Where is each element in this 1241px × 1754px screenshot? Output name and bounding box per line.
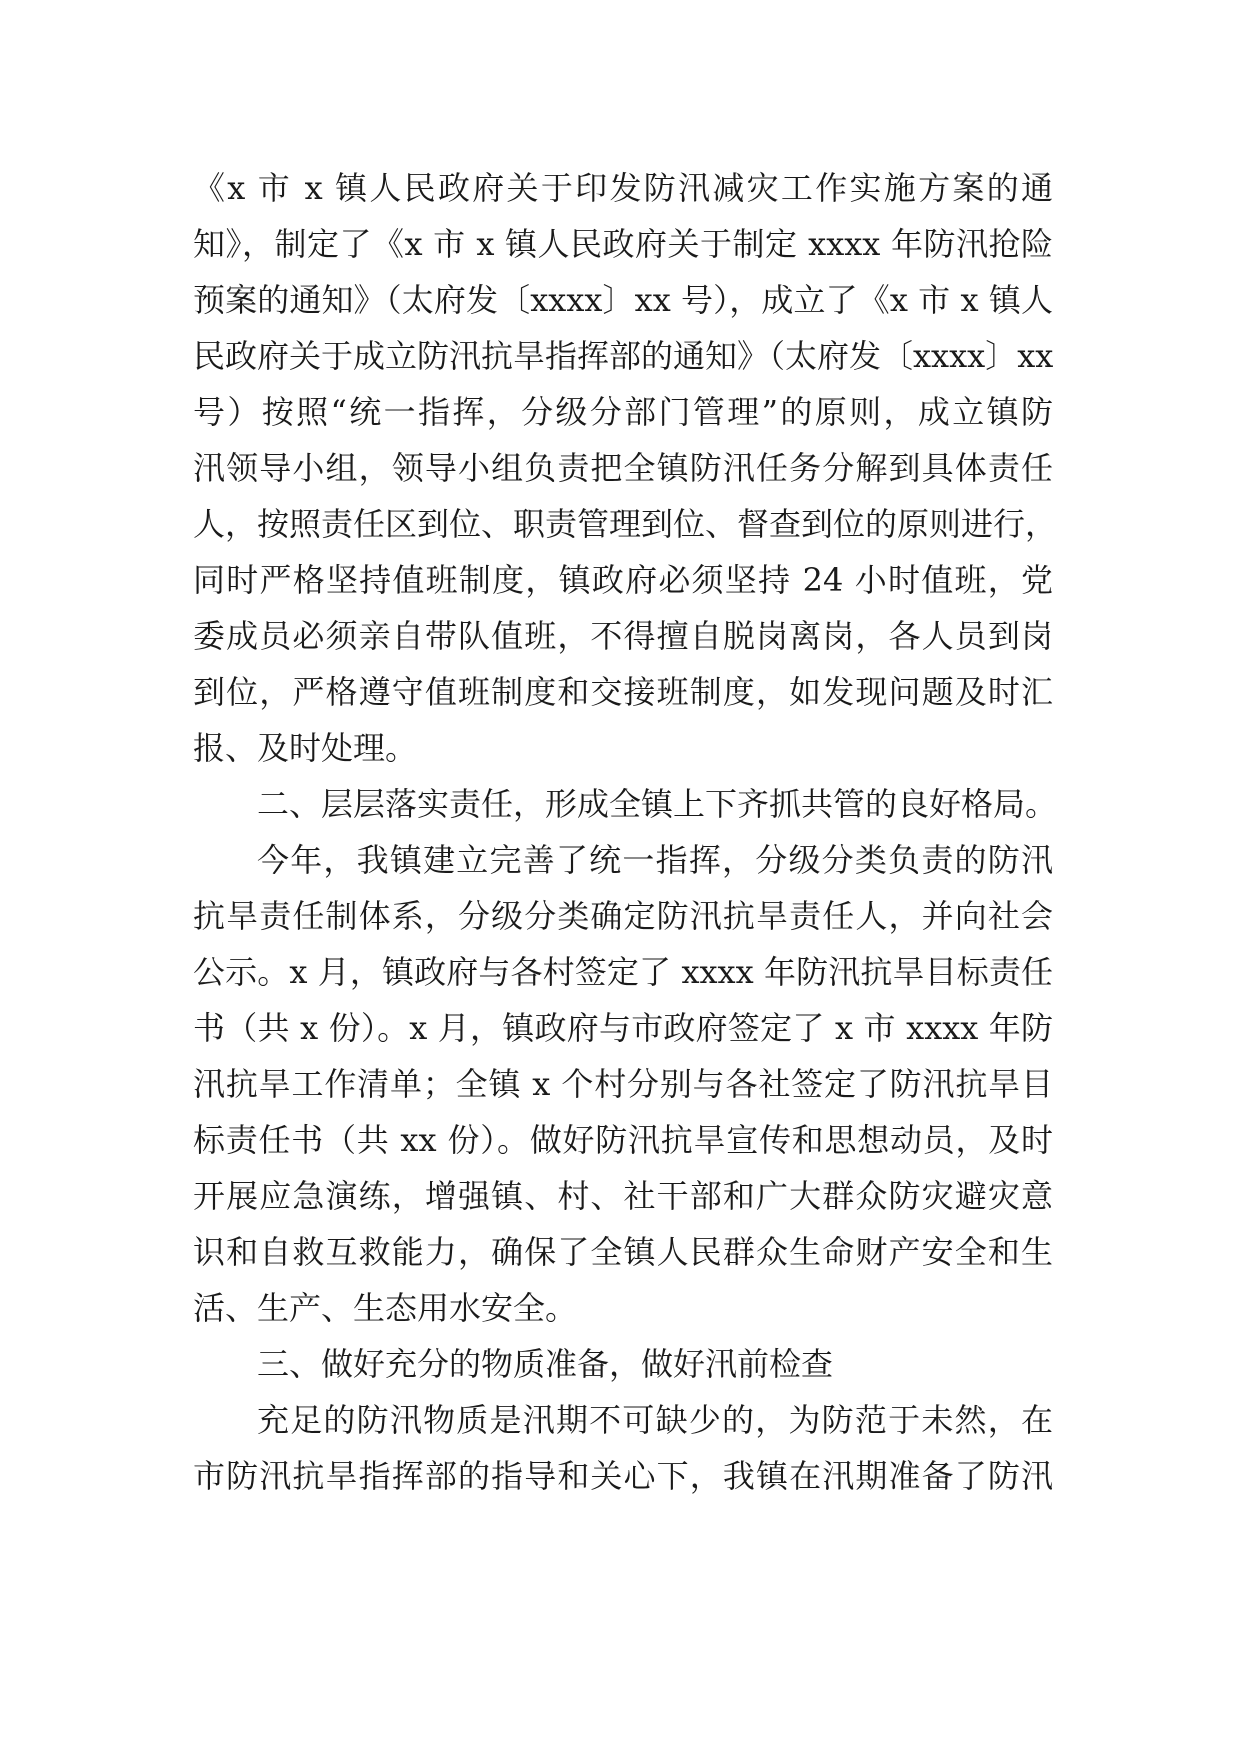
text-line: 公示。x 月，镇政府与各村签定了 xxxx 年防汛抗旱目标责任 bbox=[193, 953, 1053, 991]
text-line: 预案的通知》（太府发〔xxxx〕xx 号），成立了《x 市 x 镇人 bbox=[193, 281, 1053, 319]
text-line: 标责任书（共 xx 份）。做好防汛抗旱宣传和思想动员，及时 bbox=[193, 1121, 1053, 1159]
text-line: 活、生产、生态用水安全。 bbox=[193, 1289, 578, 1327]
text-line: 充足的防汛物质是汛期不可缺少的，为防范于未然，在 bbox=[257, 1401, 1053, 1439]
text-line: 委成员必须亲自带队值班，不得擅自脱岗离岗，各人员到岗 bbox=[193, 617, 1053, 655]
text-line: 抗旱责任制体系，分级分类确定防汛抗旱责任人，并向社会 bbox=[193, 897, 1053, 935]
text-line: 汛领导小组，领导小组负责把全镇防汛任务分解到具体责任 bbox=[193, 449, 1053, 487]
section-heading: 二、层层落实责任，形成全镇上下齐抓共管的良好格局。 bbox=[257, 785, 1058, 823]
text-line: 知》，制定了《x 市 x 镇人民政府关于制定 xxxx 年防汛抢险 bbox=[193, 225, 1053, 263]
text-line: 同时严格坚持值班制度，镇政府必须坚持 24 小时值班，党 bbox=[193, 561, 1053, 599]
text-line: 《x 市 x 镇人民政府关于印发防汛减灾工作实施方案的通 bbox=[193, 169, 1053, 207]
text-line: 识和自救互救能力，确保了全镇人民群众生命财产安全和生 bbox=[193, 1233, 1053, 1271]
text-line: 今年，我镇建立完善了统一指挥，分级分类负责的防汛 bbox=[257, 841, 1053, 879]
text-line: 号）按照“统一指挥，分级分部门管理”的原则，成立镇防 bbox=[193, 393, 1053, 431]
section-heading: 三、做好充分的物质准备，做好汛前检查 bbox=[257, 1345, 834, 1383]
text-line: 书（共 x 份）。x 月，镇政府与市政府签定了 x 市 xxxx 年防 bbox=[193, 1009, 1053, 1047]
text-line: 开展应急演练，增强镇、村、社干部和广大群众防灾避灾意 bbox=[193, 1177, 1053, 1215]
text-line: 市防汛抗旱指挥部的指导和关心下，我镇在汛期准备了防汛 bbox=[193, 1457, 1053, 1495]
text-line: 到位，严格遵守值班制度和交接班制度，如发现问题及时汇 bbox=[193, 673, 1053, 711]
text-line: 报、及时处理。 bbox=[193, 729, 418, 767]
text-line: 民政府关于成立防汛抗旱指挥部的通知》（太府发〔xxxx〕xx bbox=[193, 337, 1054, 375]
text-line: 汛抗旱工作清单；全镇 x 个村分别与各社签定了防汛抗旱目 bbox=[193, 1065, 1053, 1103]
text-line: 人，按照责任区到位、职责管理到位、督查到位的原则进行， bbox=[193, 505, 1058, 543]
